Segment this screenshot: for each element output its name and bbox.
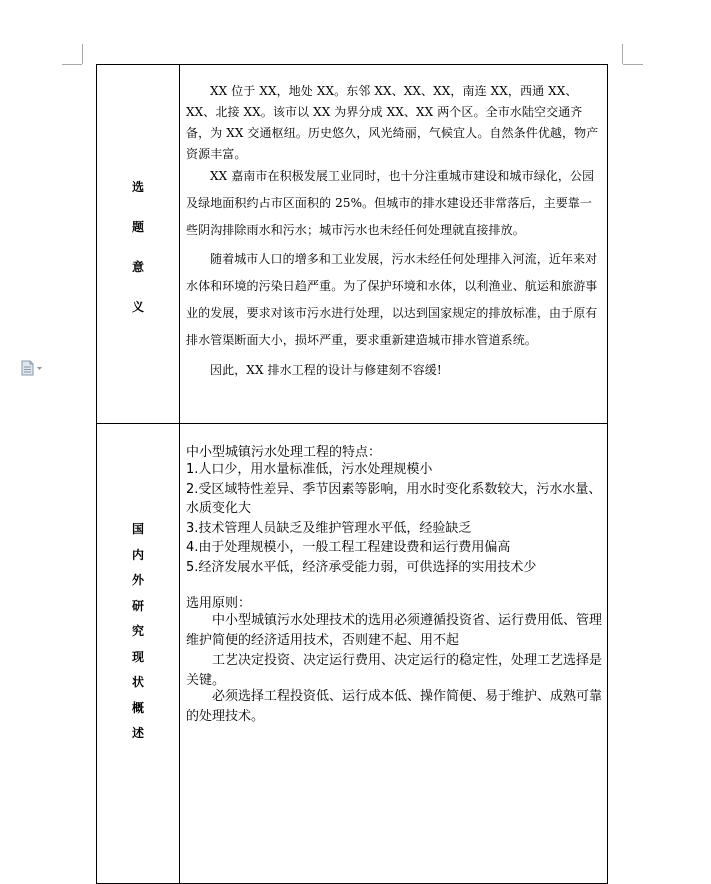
row-label-cell <box>97 424 180 883</box>
topic-significance-label: 选 题 意 义 <box>131 180 144 314</box>
list-item: 1.人口少，用水量标准低，污水处理规模小 <box>186 462 433 477</box>
paragraph: XX 位于 XX，地处 XX。东邻 XX、XX、XX，南连 XX，西通 XX、XX、北接 XX。该市以 XX 为界分成 XX、XX 两个区。全市水陆空交通齐备，为 XX 交通枢纽。历史悠久，风光绮丽，气候宜人。自然条件优越，物产资源丰富。 <box>186 84 599 161</box>
list-item: 4.由于处理规模小，一般工程工程建设费和运行费用偏高 <box>186 540 511 555</box>
row-content-cell[interactable] <box>180 424 607 883</box>
row-label-cell <box>97 65 180 423</box>
row-content-cell[interactable] <box>180 65 607 423</box>
paragraph: XX 嘉南市在积极发展工业同时，也十分注重城市建设和城市绿化，公园及绿地面积约占市区面积的 25%。但城市的排水建设还非常落后，主要靠一些阴沟排除雨水和污水；城市污水也未经任何处理就直接排放。 <box>186 169 595 237</box>
paragraph: 随着城市人口的增多和工业发展，污水未经任何处理排入河流，近年来对水体和环境的污染日趋严重。为了保护环境和水体，以利渔业、航运和旅游事业的发展，要求对该市污水进行处理，以达到国家规定的排放标准，由于原有排水管渠断面大小，损坏严重，要求重新建造城市排水管道系统。 <box>186 252 598 347</box>
crop-mark-top-right-horizontal <box>623 64 643 65</box>
principle-paragraph: 工艺决定投资、决定运行费用、决定运行的稳定性，处理工艺选择是关键。 <box>186 653 603 688</box>
topic-significance-row <box>97 65 607 424</box>
principles-title: 选用原则： <box>186 596 252 611</box>
document-table <box>96 64 608 884</box>
research-status-row <box>97 424 607 883</box>
principle-paragraph: 中小型城镇污水处理技术的选用必须遵循投资省、运行费用低、管理维护简便的经济适用技术，否则建不起、用不起 <box>186 613 603 648</box>
document-icon[interactable] <box>20 360 44 376</box>
crop-mark-top-right-vertical <box>622 44 623 64</box>
features-title: 中小型城镇污水处理工程的特点： <box>186 445 382 460</box>
research-status-label: 国 内 外 研 究 现 状 概 述 <box>131 522 144 740</box>
crop-mark-top-left-horizontal <box>62 64 82 65</box>
list-item: 5.经济发展水平低，经济承受能力弱，可供选择的实用技术少 <box>186 559 537 575</box>
features-list <box>186 460 604 577</box>
principle-paragraph: 必须选择工程投资低、运行成本低、操作简便、易于维护、成熟可靠的处理技术。 <box>186 689 603 724</box>
crop-mark-top-left-vertical <box>82 44 83 64</box>
list-item: 2.受区域特性差异、季节因素等影响，用水时变化系数较大，污水水量、水质变化大 <box>186 481 602 516</box>
list-item: 3.技术管理人员缺乏及维护管理水平低，经验缺乏 <box>186 520 472 536</box>
paragraph: 因此，XX 排水工程的设计与修建刻不容缓! <box>210 363 442 377</box>
